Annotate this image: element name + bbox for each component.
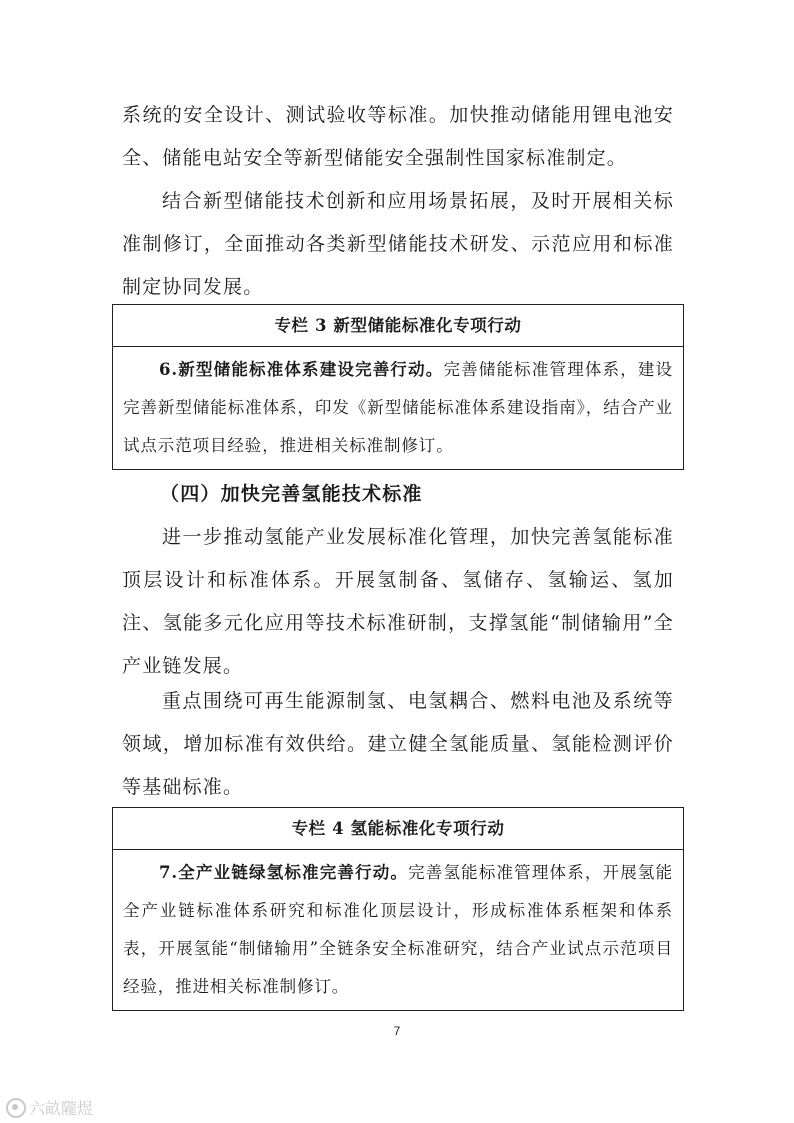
column-box-3-title: 专栏 3 新型储能标准化专项行动 — [113, 305, 683, 347]
column-box-4 — [112, 807, 684, 1011]
paragraph-hydrogen-focus: 重点围绕可再生能源制氢、电氢耦合、燃料电池及系统等领域，增加标准有效供给。建立健全氢能质量、氢能检测评价等基础标准。 — [122, 690, 674, 798]
watermark-text: 六畝隴煜 — [29, 1099, 94, 1118]
paragraph-hydrogen-standards: 进一步推动氢能产业发展标准化管理，加快完善氢能标准顶层设计和标准体系。开展氢制备、氢储存、氢输运、氢加注、氢能多元化应用等技术标准研制，支撑氢能“制储输用”全产业链发展。 — [122, 526, 674, 677]
column-box-3-lead: 6.新型储能标准体系建设完善行动。 — [159, 360, 444, 379]
column-box-3-body — [113, 347, 683, 469]
column-box-4-body — [113, 850, 683, 1010]
column-box-3-text: 完善储能标准管理体系，建设完善新型储能标准体系，印发《新型储能标准体系建设指南》，结合产业试点示范项目经验，推进相关标准制修订。 — [123, 360, 673, 455]
page-number: 7 — [393, 1024, 401, 1038]
section-heading-hydrogen: （四）加快完善氢能技术标准 — [160, 483, 423, 505]
column-box-4-text: 完善氢能标准管理体系，开展氢能全产业链标准体系研究和标准化顶层设计，形成标准体系框架和体系表，开展氢能“制储输用”全链条安全标准研究，结合产业试点示范项目经验，推进相关标准制修订。 — [123, 863, 673, 996]
paragraph-storage-revision: 结合新型储能技术创新和应用场景拓展，及时开展相关标准制修订，全面推动各类新型储能技术研发、示范应用和标准制定协同发展。 — [122, 190, 674, 298]
watermark-logo-icon — [6, 1098, 26, 1118]
paragraph-safety-standards: 系统的安全设计、测试验收等标准。加快推动储能用锂电池安全、储能电站安全等新型储能安全强制性国家标准制定。 — [122, 104, 674, 169]
watermark — [6, 1096, 93, 1119]
column-box-4-lead: 7.全产业链绿氢标准完善行动。 — [159, 863, 409, 882]
column-box-3 — [112, 304, 684, 470]
column-box-4-title: 专栏 4 氢能标准化专项行动 — [113, 808, 683, 850]
